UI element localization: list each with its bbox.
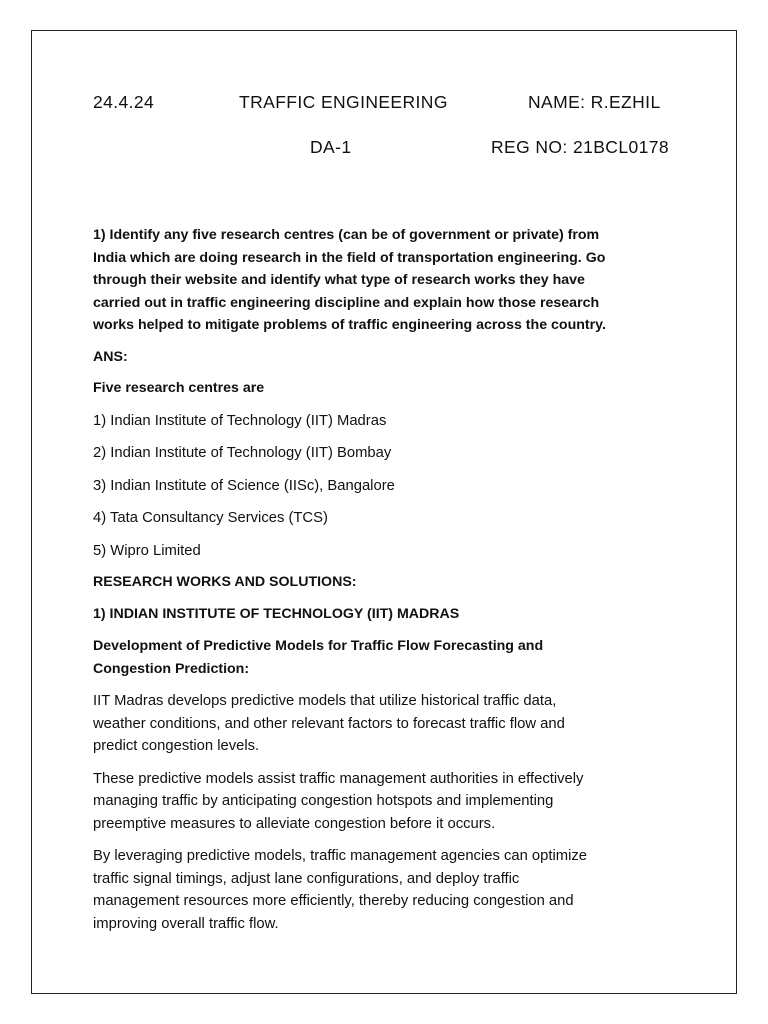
list-item: 4) Tata Consultancy Services (TCS) [93,510,328,526]
question-line: works helped to mitigate problems of traffic engineering across the country. [93,317,606,333]
document-date: 24.4.24 [93,92,155,112]
document-title: TRAFFIC ENGINEERING [239,92,448,112]
document-body [93,224,673,935]
paragraph-line: preemptive measures to alleviate congestion before it occurs. [93,815,496,832]
subheading-line: Congestion Prediction: [93,660,250,677]
assignment-label: DA-1 [310,137,352,157]
paragraph-line: improving overall traffic flow. [93,915,279,932]
question-line: 1) Identify any five research centres (can be of government or private) from [93,227,600,243]
centres-list [93,410,673,563]
paragraph [93,845,673,935]
question-line: through their website and identify what type of research works they have [93,272,585,288]
section-heading: 1) INDIAN INSTITUTE OF TECHNOLOGY (IIT) MADRAS [93,605,460,622]
subheading-line: Development of Predictive Models for Traffic Flow Forecasting and [93,638,544,654]
paragraph-line: managing traffic by anticipating congestion hotspots and implementing [93,793,554,809]
paragraph [93,768,673,836]
subheading [93,635,673,680]
list-item: 3) Indian Institute of Science (IISc), Bangalore [93,477,395,494]
question-block [93,224,673,337]
paragraph-line: weather conditions, and other relevant factors to forecast traffic flow and [93,715,565,732]
list-item: 2) Indian Institute of Technology (IIT) Bombay [93,445,392,461]
list-item: 5) Wipro Limited [93,542,201,559]
question-line: India which are doing research in the field of transportation engineering. Go [93,249,606,266]
paragraph-line: These predictive models assist traffic management authorities in effectively [93,770,584,787]
paragraph-line: traffic signal timings, adjust lane configurations, and deploy traffic [93,870,520,887]
research-heading: RESEARCH WORKS AND SOLUTIONS: [93,574,357,590]
student-name: NAME: R.EZHIL [528,92,661,112]
registration-number: REG NO: 21BCL0178 [491,137,669,157]
answer-label: ANS: [93,348,128,365]
question-line: carried out in traffic engineering discipline and explain how those research [93,294,600,311]
list-item: 1) Indian Institute of Technology (IIT) Madras [93,412,387,429]
centres-heading: Five research centres are [93,380,265,396]
paragraph-line: IIT Madras develops predictive models that utilize historical traffic data, [93,693,557,709]
paragraph-line: management resources more efficiently, thereby reducing congestion and [93,893,574,909]
paragraph-line: By leveraging predictive models, traffic management agencies can optimize [93,848,588,864]
paragraph [93,690,673,758]
paragraph-line: predict congestion levels. [93,738,260,754]
